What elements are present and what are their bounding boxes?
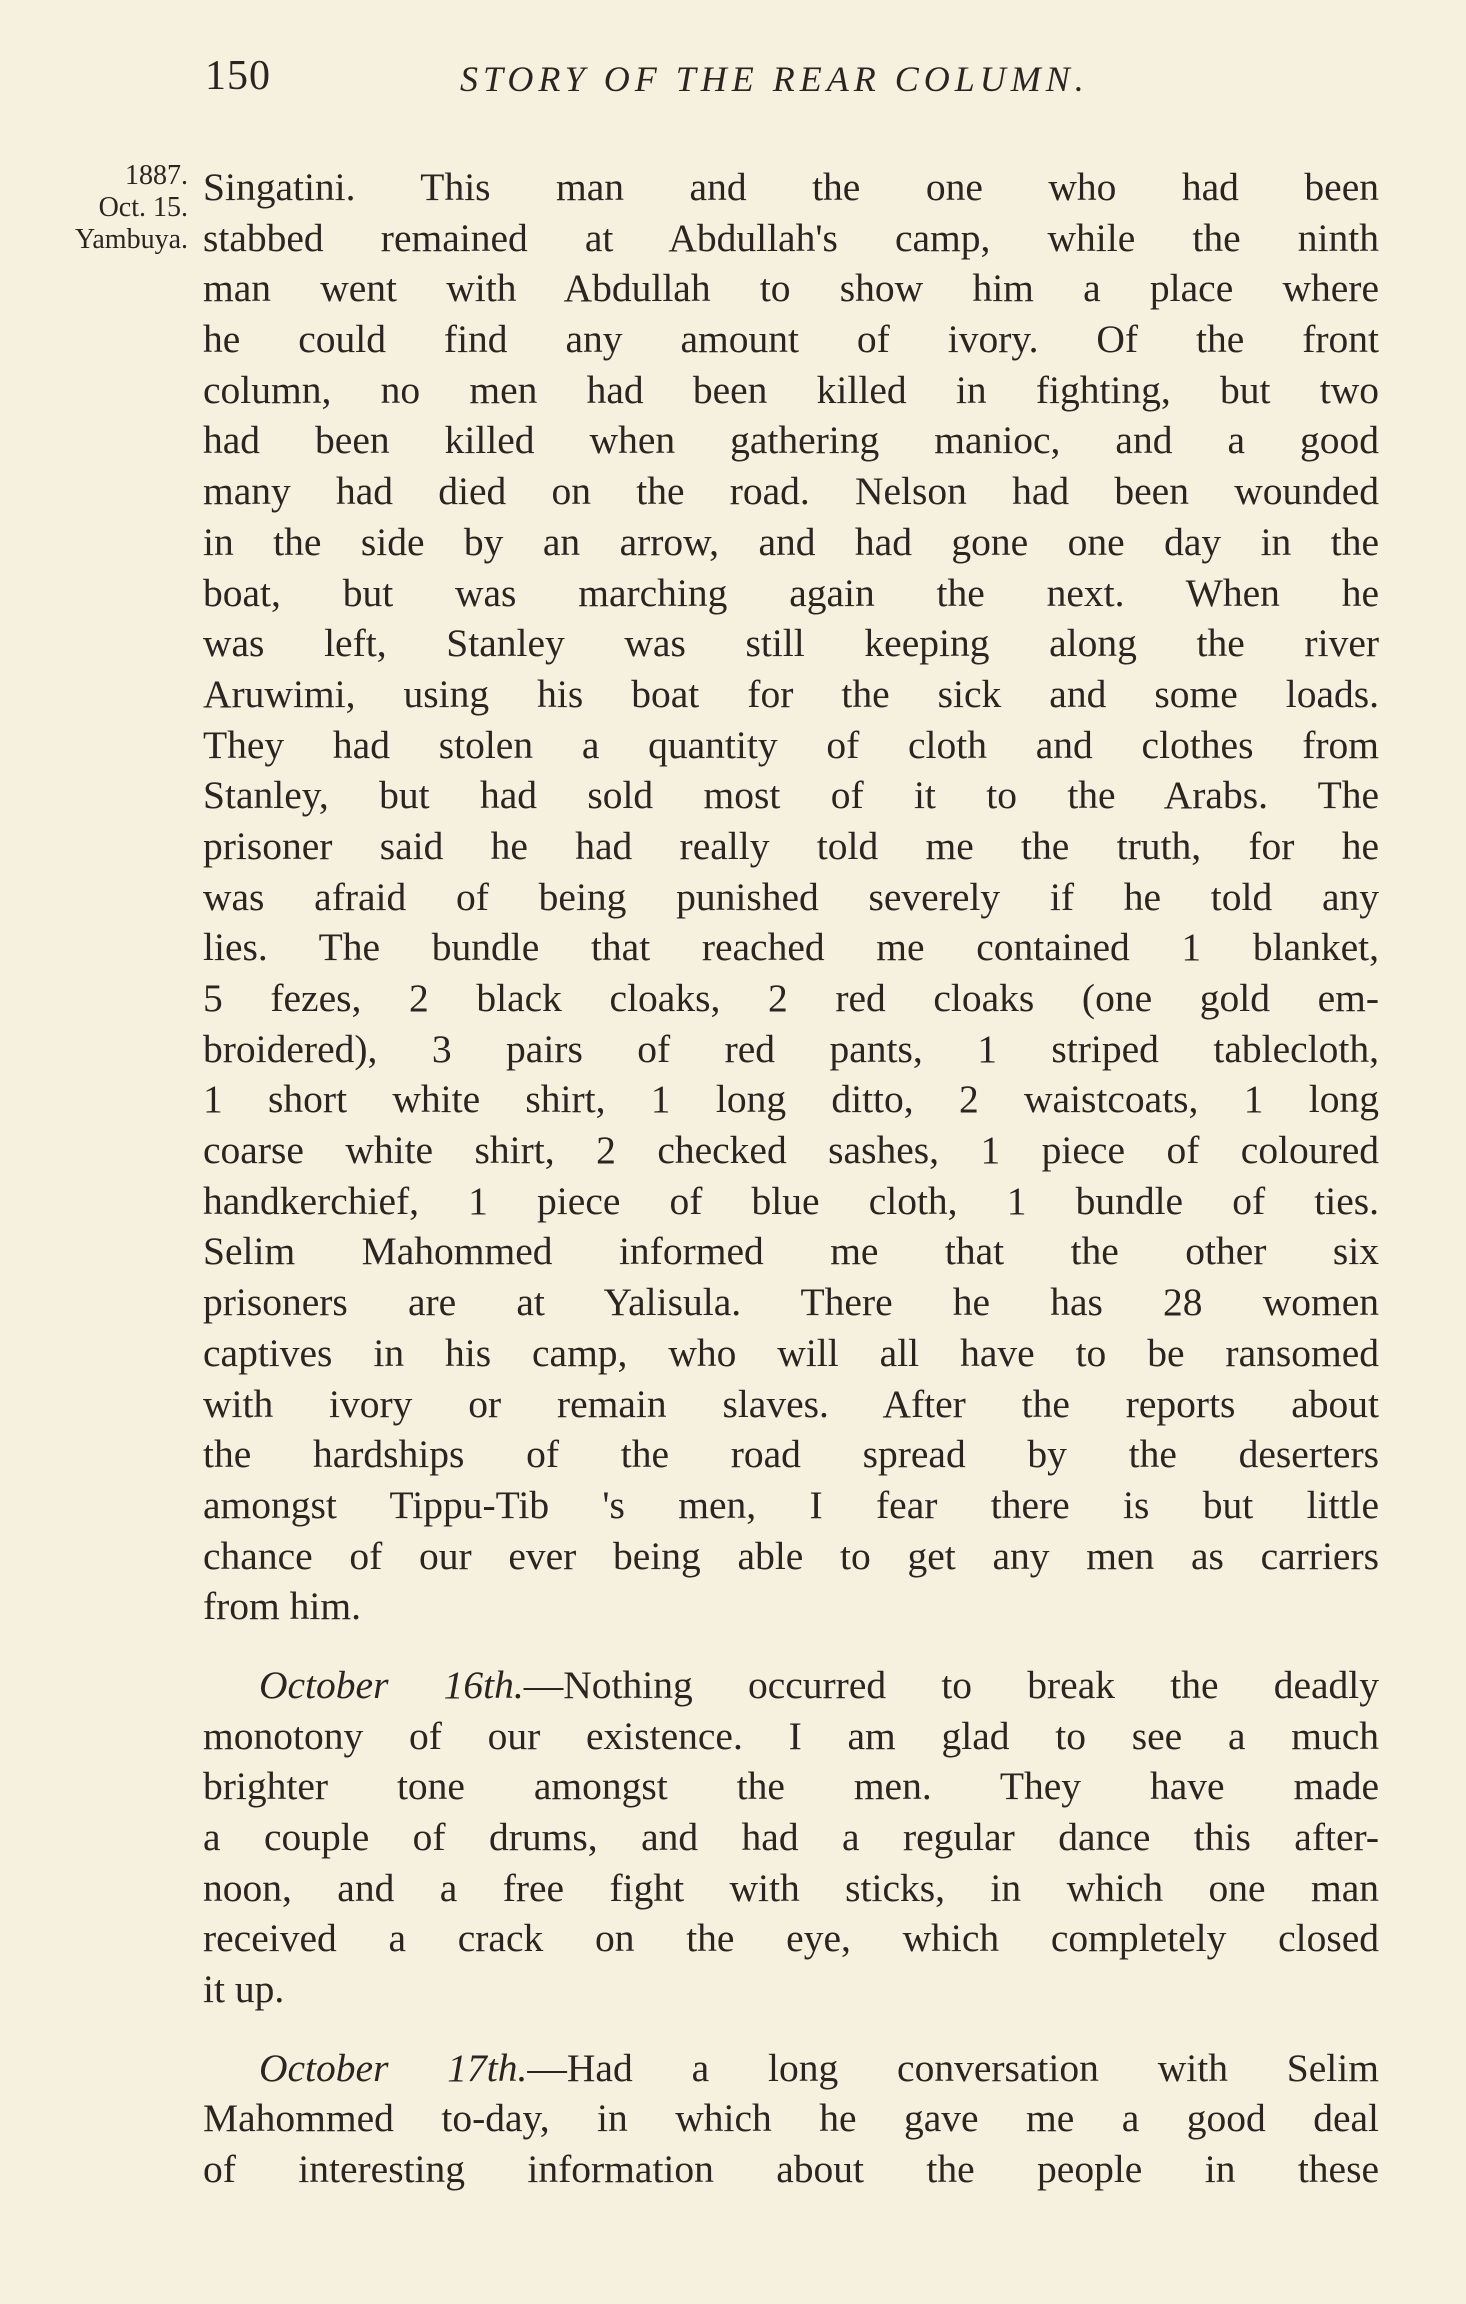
margin-year: 1887.	[125, 160, 188, 191]
margin-note	[28, 160, 188, 256]
margin-date: Oct. 15.	[98, 192, 188, 223]
text-line: a couple of drums, and had a regular dance this after-	[203, 1815, 1379, 1859]
text-line: man went with Abdullah to show him a place where	[203, 266, 1379, 311]
page-number: 150	[205, 53, 271, 99]
text-line: Stanley, but had sold most of it to the Arabs. The	[203, 773, 1379, 818]
paragraph-2	[203, 1660, 1379, 2015]
text-line: prisoners are at Yalisula. There he has 28 women	[203, 1280, 1379, 1325]
text-line: many had died on the road. Nelson had been wounded	[203, 469, 1379, 514]
text-line	[203, 1660, 1379, 1711]
entry-text: —Had a long conversation with Selim	[527, 2045, 1379, 2090]
text-line: was afraid of being punished severely if he told any	[203, 874, 1379, 919]
entry-date: October 16th.	[259, 1662, 524, 1707]
text-line: monotony of our existence. I am glad to see a much	[203, 1713, 1379, 1758]
paragraph-3	[203, 2043, 1379, 2195]
text-line: he could find any amount of ivory. Of the front	[203, 317, 1379, 362]
text-line: brighter tone amongst the men. They have made	[203, 1764, 1379, 1809]
text-line: it up.	[203, 1967, 285, 2012]
entry-date: October 17th.	[259, 2045, 528, 2090]
text-line: broidered), 3 pairs of red pants, 1 striped tablecloth,	[203, 1026, 1379, 1071]
body-text	[203, 162, 1379, 2195]
paragraph-spacer	[203, 2015, 1379, 2043]
text-line: received a crack on the eye, which completely closed	[203, 1916, 1379, 1961]
text-line: in the side by an arrow, and had gone one day in the	[203, 519, 1379, 564]
text-line: handkerchief, 1 piece of blue cloth, 1 bundle of ties.	[203, 1178, 1379, 1223]
text-line: captives in his camp, who will all have to be ransomed	[203, 1330, 1379, 1375]
text-line: noon, and a free fight with sticks, in which one man	[203, 1865, 1379, 1910]
paragraph-spacer	[203, 1632, 1379, 1660]
text-line: stabbed remained at Abdullah's camp, while the ninth	[203, 215, 1379, 260]
paragraph-1	[203, 162, 1379, 1632]
text-line: of interesting information about the people in these	[203, 2147, 1379, 2192]
text-line: with ivory or remain slaves. After the reports about	[203, 1381, 1379, 1426]
text-line: amongst Tippu-Tib 's men, I fear there is but little	[203, 1482, 1379, 1527]
text-line: from him.	[203, 1584, 361, 1629]
text-line: They had stolen a quantity of cloth and clothes from	[203, 722, 1379, 767]
text-line: boat, but was marching again the next. When he	[203, 570, 1379, 615]
text-line: lies. The bundle that reached me contained 1 blanket,	[203, 925, 1379, 970]
text-line: Selim Mahommed informed me that the other six	[203, 1229, 1379, 1274]
text-line: Mahommed to-day, in which he gave me a good deal	[203, 2096, 1379, 2141]
text-line: column, no men had been killed in fighting, but two	[203, 367, 1379, 412]
text-line: prisoner said he had really told me the truth, for he	[203, 823, 1379, 868]
text-line: Aruwimi, using his boat for the sick and some loads.	[203, 671, 1379, 716]
text-line: 1 short white shirt, 1 long ditto, 2 waistcoats, 1 long	[203, 1077, 1379, 1122]
margin-place: Yambuya.	[74, 224, 188, 255]
text-line: chance of our ever being able to get any men as carriers	[203, 1533, 1379, 1578]
text-line: was left, Stanley was still keeping along the river	[203, 621, 1379, 666]
text-line: coarse white shirt, 2 checked sashes, 1 piece of coloured	[203, 1128, 1379, 1173]
text-line: the hardships of the road spread by the deserters	[203, 1432, 1379, 1477]
text-line	[203, 2043, 1379, 2094]
entry-text: —Nothing occurred to break the deadly	[523, 1662, 1379, 1707]
running-title: STORY OF THE REAR COLUMN.	[460, 59, 1089, 99]
running-head	[205, 52, 1385, 112]
text-line: had been killed when gathering manioc, and a good	[203, 418, 1379, 463]
text-line: 5 fezes, 2 black cloaks, 2 red cloaks (one gold em-	[203, 976, 1379, 1020]
text-line: Singatini. This man and the one who had been	[203, 165, 1379, 209]
